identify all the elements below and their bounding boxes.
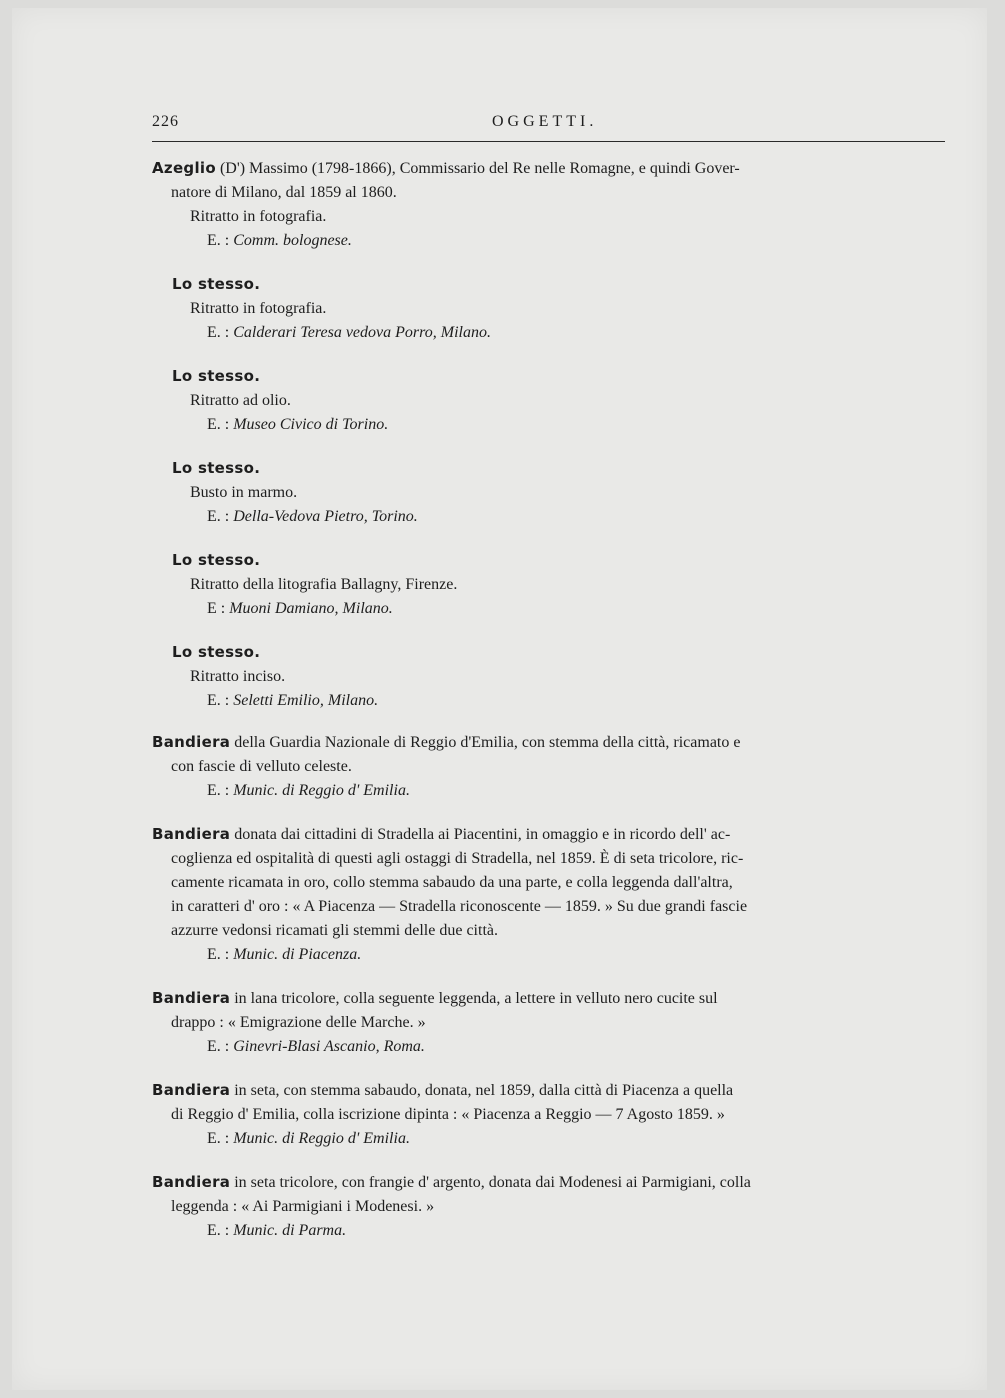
source-name: Munic. di Piacenza. <box>233 946 362 963</box>
entry-source <box>152 505 945 529</box>
entry-text: donata dai cittadini di Stradella ai Piacentini, in omaggio e in ricordo dell' ac- <box>230 826 731 843</box>
entry-keyword: Azeglio <box>152 159 216 177</box>
source-label: E. : <box>207 324 234 341</box>
entry-text-continued: in caratteri d' oro : « A Piacenza — Stradella riconoscente — 1859. » Su due grandi fascie <box>171 898 748 915</box>
entry-azeglio <box>152 156 945 253</box>
source-label: E. : <box>207 692 234 709</box>
entry-bandiera-1 <box>152 730 945 803</box>
entry-text: in seta tricolore, con frangie d' argento, donata dai Modenesi ai Parmigiani, colla <box>230 1174 751 1191</box>
source-name: Calderari Teresa vedova Porro, Milano. <box>233 324 491 341</box>
entry-source <box>152 1219 945 1243</box>
entry-description: Ritratto inciso. <box>190 668 286 685</box>
entry-heading <box>152 548 945 573</box>
entry-lo-stesso-3 <box>152 456 945 529</box>
entry-keyword: Lo stesso. <box>172 459 261 477</box>
catalog-entries <box>152 156 945 1243</box>
source-label: E. : <box>207 1038 234 1055</box>
entry-text-continued: drappo : « Emigrazione delle Marche. » <box>171 1014 426 1031</box>
entry-source <box>152 597 945 621</box>
page-header <box>152 111 945 143</box>
entry-bandiera-3 <box>152 986 945 1059</box>
entry-heading <box>152 272 945 297</box>
source-name: Comm. bolognese. <box>233 232 352 249</box>
source-name: Della-Vedova Pietro, Torino. <box>233 508 418 525</box>
entry-source <box>152 229 945 253</box>
source-label: E. : <box>207 508 234 525</box>
entry-text-continued: coglienza ed ospitalità di questi agli ostaggi di Stradella, nel 1859. È di seta tricolore, ric- <box>171 850 744 867</box>
entry-heading <box>152 456 945 481</box>
entry-heading <box>152 640 945 665</box>
entry-text-continued: di Reggio d' Emilia, colla iscrizione dipinta : « Piacenza a Reggio — 7 Agosto 1859. » <box>171 1106 725 1123</box>
entry-lo-stesso-2 <box>152 364 945 437</box>
entry-heading <box>152 1078 945 1103</box>
source-label: E. : <box>207 1130 234 1147</box>
source-name: Munic. di Reggio d' Emilia. <box>233 782 410 799</box>
entry-keyword: Lo stesso. <box>172 367 261 385</box>
entry-heading <box>152 1170 945 1195</box>
entry-keyword: Lo stesso. <box>172 643 261 661</box>
source-name: Munic. di Reggio d' Emilia. <box>233 1130 410 1147</box>
entry-text-continued: azzurre vedonsi ricamati gli stemmi delle due città. <box>171 922 498 939</box>
source-name: Seletti Emilio, Milano. <box>233 692 379 709</box>
source-label: E. : <box>207 1222 234 1239</box>
running-title: OGGETTI. <box>492 113 598 130</box>
entry-heading <box>152 730 945 755</box>
entry-description: Busto in marmo. <box>190 484 298 501</box>
entry-description: Ritratto in fotografia. <box>190 300 327 317</box>
entry-source <box>152 1035 945 1059</box>
entry-keyword: Lo stesso. <box>172 275 261 293</box>
entry-heading <box>152 364 945 389</box>
entry-description: Ritratto della litografia Ballagny, Firenze. <box>190 576 458 593</box>
entry-text-continued: con fascie di velluto celeste. <box>171 758 352 775</box>
source-label: E : <box>207 600 230 617</box>
entry-keyword: Lo stesso. <box>172 551 261 569</box>
entry-heading <box>152 822 945 847</box>
entry-text: della Guardia Nazionale di Reggio d'Emilia, con stemma della città, ricamato e <box>230 734 741 751</box>
entry-keyword: Bandiera <box>152 733 231 751</box>
entry-keyword: Bandiera <box>152 1173 231 1191</box>
entry-bandiera-4 <box>152 1078 945 1151</box>
entry-source <box>152 943 945 967</box>
source-label: E. : <box>207 782 234 799</box>
source-name: Muoni Damiano, Milano. <box>229 600 393 617</box>
entry-keyword: Bandiera <box>152 989 231 1007</box>
entry-description: Ritratto ad olio. <box>190 392 291 409</box>
entry-source <box>152 1127 945 1151</box>
entry-bandiera-5 <box>152 1170 945 1243</box>
header-rule <box>152 141 945 142</box>
entry-bandiera-2 <box>152 822 945 967</box>
source-label: E. : <box>207 232 234 249</box>
page-number: 226 <box>152 113 179 130</box>
source-label: E. : <box>207 416 234 433</box>
entry-keyword: Bandiera <box>152 825 231 843</box>
entry-lo-stesso-1 <box>152 272 945 345</box>
entry-source <box>152 779 945 803</box>
source-label: E. : <box>207 946 234 963</box>
source-name: Munic. di Parma. <box>233 1222 347 1239</box>
entry-text: in lana tricolore, colla seguente leggenda, a lettere in velluto nero cucite sul <box>230 990 718 1007</box>
entry-lo-stesso-5 <box>152 640 945 713</box>
source-name: Museo Civico di Torino. <box>233 416 389 433</box>
entry-source <box>152 413 945 437</box>
entry-text: (D') Massimo (1798-1866), Commissario del Re nelle Romagne, e quindi Gover- <box>215 160 740 177</box>
entry-keyword: Bandiera <box>152 1081 231 1099</box>
entry-text-continued: leggenda : « Ai Parmigiani i Modenesi. » <box>171 1198 435 1215</box>
entry-text: in seta, con stemma sabaudo, donata, nel 1859, dalla città di Piacenza a quella <box>230 1082 734 1099</box>
entry-heading <box>152 986 945 1011</box>
entry-text-continued: natore di Milano, dal 1859 al 1860. <box>171 184 397 201</box>
entry-description: Ritratto in fotografia. <box>190 208 327 225</box>
entry-source <box>152 321 945 345</box>
entry-lo-stesso-4 <box>152 548 945 621</box>
entry-heading <box>152 156 945 181</box>
entry-source <box>152 689 945 713</box>
source-name: Ginevri-Blasi Ascanio, Roma. <box>233 1038 425 1055</box>
entry-text-continued: camente ricamata in oro, collo stemma sabaudo da una parte, e colla leggenda dall'altra, <box>171 874 733 891</box>
